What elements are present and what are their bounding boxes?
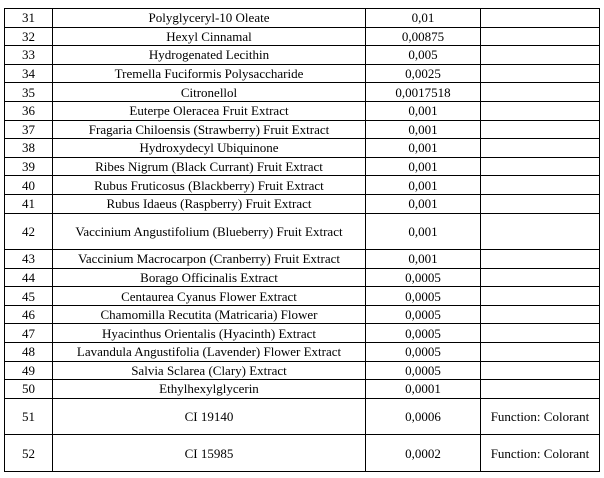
row-number-cell: 34 [5,64,53,83]
concentration-cell: 0,001 [366,157,481,176]
concentration-cell: 0,001 [366,250,481,269]
table-row [5,305,600,324]
ingredient-name-cell: Citronellol [53,83,366,102]
function-note-cell [481,268,600,287]
row-number-cell: 50 [5,380,53,399]
concentration-cell: 0,001 [366,120,481,139]
row-number-cell: 44 [5,268,53,287]
ingredients-table [4,8,600,472]
function-note-cell [481,343,600,362]
row-number-cell: 49 [5,361,53,380]
row-number-cell: 32 [5,27,53,46]
function-note-cell [481,139,600,158]
table-row [5,435,600,472]
table-row [5,343,600,362]
row-number-cell: 48 [5,343,53,362]
table-row [5,9,600,28]
concentration-cell: 0,01 [366,9,481,28]
row-number-cell: 52 [5,435,53,472]
function-note-cell [481,361,600,380]
concentration-cell: 0,0005 [366,287,481,306]
ingredient-name-cell: Hydroxydecyl Ubiquinone [53,139,366,158]
ingredient-name-cell: Salvia Sclarea (Clary) Extract [53,361,366,380]
row-number-cell: 46 [5,305,53,324]
ingredient-name-cell: Hyacinthus Orientalis (Hyacinth) Extract [53,324,366,343]
function-note-cell [481,157,600,176]
ingredient-name-cell: Ribes Nigrum (Black Currant) Fruit Extract [53,157,366,176]
concentration-cell: 0,0005 [366,361,481,380]
function-note-cell [481,27,600,46]
concentration-cell: 0,00875 [366,27,481,46]
function-note-cell [481,305,600,324]
ingredient-name-cell: CI 19140 [53,398,366,435]
row-number-cell: 38 [5,139,53,158]
concentration-cell: 0,001 [366,139,481,158]
function-note-cell [481,287,600,306]
ingredient-name-cell: Polyglyceryl-10 Oleate [53,9,366,28]
concentration-cell: 0,001 [366,213,481,250]
table-row [5,287,600,306]
row-number-cell: 36 [5,101,53,120]
concentration-cell: 0,0002 [366,435,481,472]
ingredient-name-cell: Ethylhexylglycerin [53,380,366,399]
table-row [5,380,600,399]
ingredient-name-cell: Lavandula Angustifolia (Lavender) Flower Extract [53,343,366,362]
row-number-cell: 51 [5,398,53,435]
function-note-cell [481,213,600,250]
concentration-cell: 0,001 [366,101,481,120]
table-row [5,46,600,65]
table-row [5,213,600,250]
function-note-cell [481,324,600,343]
function-note-cell: Function: Colorant [481,398,600,435]
table-row [5,83,600,102]
ingredient-name-cell: Rubus Fruticosus (Blackberry) Fruit Extract [53,176,366,195]
table-row [5,27,600,46]
table-row [5,398,600,435]
function-note-cell [481,380,600,399]
function-note-cell [481,194,600,213]
row-number-cell: 45 [5,287,53,306]
row-number-cell: 40 [5,176,53,195]
table-row [5,64,600,83]
ingredient-name-cell: Hexyl Cinnamal [53,27,366,46]
function-note-cell [481,46,600,65]
function-note-cell [481,9,600,28]
row-number-cell: 35 [5,83,53,102]
table-row [5,324,600,343]
ingredient-name-cell: Chamomilla Recutita (Matricaria) Flower [53,305,366,324]
table-row [5,157,600,176]
ingredient-name-cell: Tremella Fuciformis Polysaccharide [53,64,366,83]
function-note-cell [481,83,600,102]
table-row [5,176,600,195]
function-note-cell [481,176,600,195]
table-row [5,268,600,287]
row-number-cell: 31 [5,9,53,28]
ingredient-name-cell: Euterpe Oleracea Fruit Extract [53,101,366,120]
ingredient-name-cell: Vaccinium Angustifolium (Blueberry) Fruit Extract [53,213,366,250]
concentration-cell: 0,0001 [366,380,481,399]
table-row [5,250,600,269]
table-row [5,194,600,213]
function-note-cell [481,64,600,83]
row-number-cell: 37 [5,120,53,139]
row-number-cell: 42 [5,213,53,250]
function-note-cell [481,250,600,269]
ingredient-name-cell: Centaurea Cyanus Flower Extract [53,287,366,306]
ingredient-name-cell: Fragaria Chiloensis (Strawberry) Fruit Extract [53,120,366,139]
function-note-cell: Function: Colorant [481,435,600,472]
ingredient-name-cell: Vaccinium Macrocarpon (Cranberry) Fruit Extract [53,250,366,269]
row-number-cell: 41 [5,194,53,213]
row-number-cell: 33 [5,46,53,65]
row-number-cell: 47 [5,324,53,343]
ingredient-name-cell: Rubus Idaeus (Raspberry) Fruit Extract [53,194,366,213]
ingredient-name-cell: CI 15985 [53,435,366,472]
concentration-cell: 0,0017518 [366,83,481,102]
table-row [5,101,600,120]
ingredient-name-cell: Hydrogenated Lecithin [53,46,366,65]
concentration-cell: 0,005 [366,46,481,65]
function-note-cell [481,120,600,139]
concentration-cell: 0,0005 [366,324,481,343]
table-row [5,120,600,139]
concentration-cell: 0,0005 [366,305,481,324]
concentration-cell: 0,0005 [366,268,481,287]
ingredient-name-cell: Borago Officinalis Extract [53,268,366,287]
row-number-cell: 39 [5,157,53,176]
concentration-cell: 0,0025 [366,64,481,83]
function-note-cell [481,101,600,120]
concentration-cell: 0,0006 [366,398,481,435]
table-row [5,361,600,380]
row-number-cell: 43 [5,250,53,269]
table-body [5,9,600,472]
concentration-cell: 0,0005 [366,343,481,362]
concentration-cell: 0,001 [366,176,481,195]
concentration-cell: 0,001 [366,194,481,213]
table-row [5,139,600,158]
